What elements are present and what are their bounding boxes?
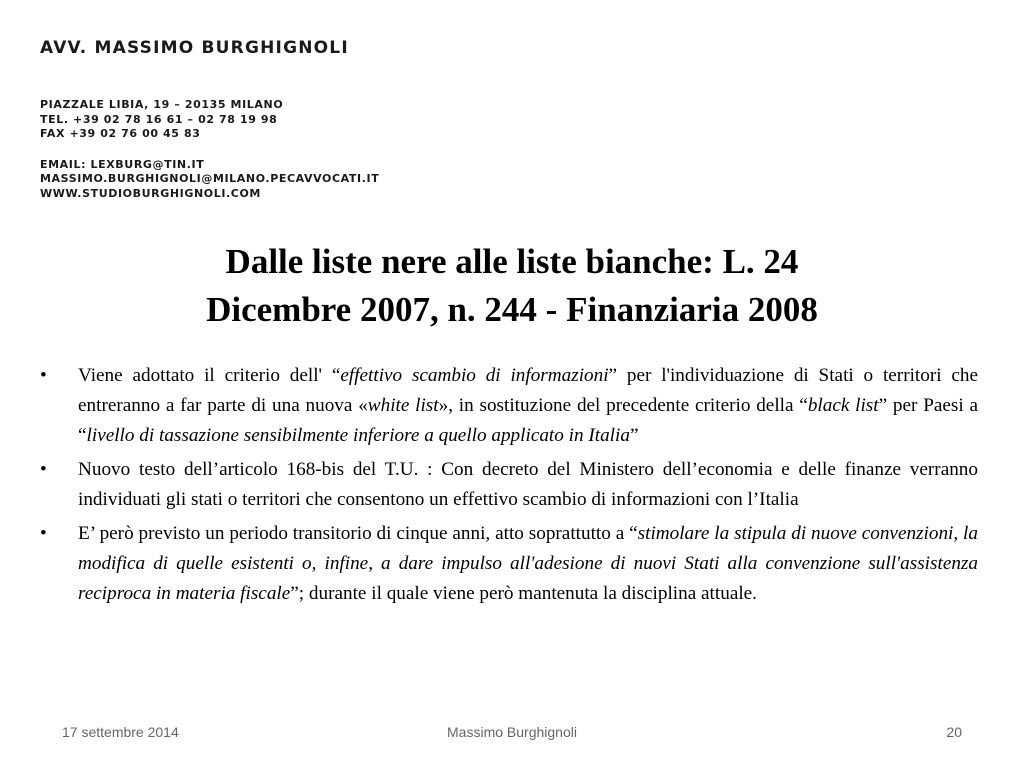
bullet-italic-text: black list [807, 395, 879, 416]
bullet-text: Nuovo testo dell’articolo 168-bis del T.U. : Con decreto del Ministero dell’economia e delle finanze verranno individuati gli stati o territori che consentono un effettivo scambio di informazioni con l’Italia [78, 459, 978, 510]
letterhead-pec-email: MASSIMO.BURGHIGNOLI@MILANO.PECAVVOCATI.IT [40, 172, 380, 185]
bullet-italic-text: effettivo scambio di informazioni [340, 365, 609, 386]
bullet-item [40, 455, 978, 515]
bullet-text: ” per Paesi a “ [78, 395, 978, 446]
bullet-italic-text: livello di tassazione sensibilmente inferiore a quello applicato in Italia [86, 425, 630, 446]
footer-author: Massimo Burghignoli [447, 724, 577, 740]
bullet-list [40, 361, 978, 613]
letterhead-address: PIAZZALE LIBIA, 19 – 20135 MILANO [40, 98, 284, 111]
bullet-text: E’ però previsto un periodo transitorio di cinque anni, atto soprattutto a “ [78, 523, 638, 544]
bullet-text: », in sostituzione del precedente criterio della “ [438, 395, 808, 416]
bullet-text: ” [629, 425, 639, 446]
letterhead-name: AVV. MASSIMO BURGHIGNOLI [40, 38, 349, 58]
bullet-text: ” per l'individuazione di Stati o territori che entreranno a far parte di una nuova « [78, 365, 978, 416]
slide-title-line-1: Dalle liste nere alle liste bianche: L. 24 [225, 242, 799, 281]
bullet-marker: • [40, 365, 47, 386]
letterhead [40, 38, 379, 201]
bullet-text: Viene adottato il criterio dell' “ [78, 365, 341, 386]
letterhead-fax: FAX +39 02 76 00 45 83 [40, 127, 201, 140]
bullet-item [40, 361, 978, 451]
letterhead-email: EMAIL: LEXBURG@TIN.IT [40, 157, 205, 171]
letterhead-website: WWW.STUDIOBURGHIGNOLI.COM [40, 186, 261, 200]
bullet-text: ”; durante il quale viene però mantenuta la disciplina attuale. [290, 583, 757, 604]
bullet-item [40, 519, 978, 609]
bullet-italic-text: white list [367, 395, 439, 416]
bullet-italic-text: stimolare la stipula di nuove convenzioni, la modifica di quelle esistenti o, infine, a dare impulso all'adesione di nuovi Stati alla convenzione sull'assistenza reciproca in materia fiscale [78, 523, 978, 604]
footer-date: 17 settembre 2014 [62, 724, 179, 740]
bullet-marker: • [40, 459, 47, 480]
slide-title-line-2: Dicembre 2007, n. 244 - Finanziaria 2008 [206, 290, 818, 329]
bullet-marker: • [40, 523, 47, 544]
page-number: 20 [946, 724, 962, 740]
letterhead-tel: TEL. +39 02 78 16 61 – 02 78 19 98 [40, 112, 278, 126]
slide-footer [0, 724, 1024, 744]
slide-title [60, 238, 964, 334]
